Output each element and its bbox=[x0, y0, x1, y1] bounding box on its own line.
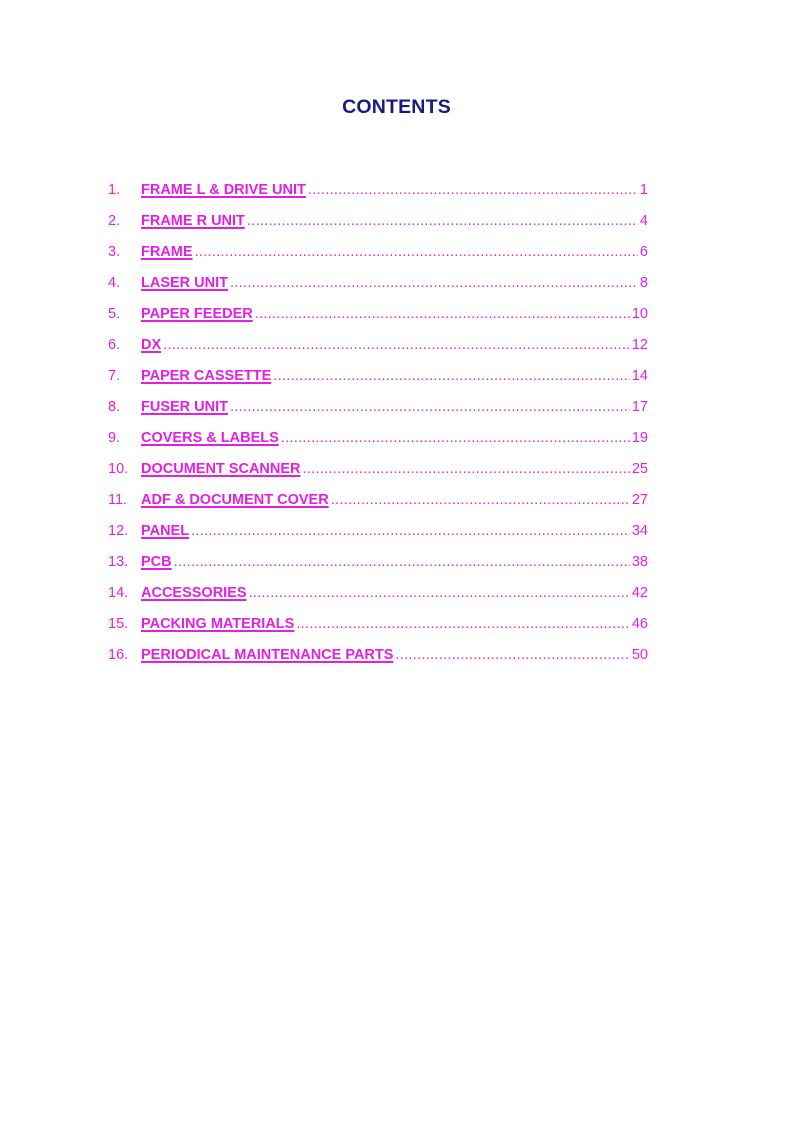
toc-entry bbox=[108, 275, 648, 306]
toc-entry-number: 4. bbox=[108, 275, 121, 291]
toc-dot-leader bbox=[195, 244, 638, 260]
toc-entry-page: 8 bbox=[639, 275, 648, 291]
toc-entry-link[interactable]: PCB bbox=[141, 554, 172, 570]
toc-dot-leader bbox=[296, 616, 630, 632]
toc-dot-leader bbox=[273, 368, 630, 384]
toc-dot-leader bbox=[247, 213, 638, 229]
toc-entry-page: 34 bbox=[631, 523, 648, 539]
toc-entry-page: 25 bbox=[631, 461, 648, 477]
toc-entry-page: 19 bbox=[631, 430, 648, 446]
toc-entry bbox=[108, 399, 648, 430]
toc-entry-page: 10 bbox=[631, 306, 648, 322]
toc-entry-link[interactable]: FRAME bbox=[141, 244, 193, 260]
toc-dot-leader bbox=[191, 523, 630, 539]
toc-entry-number: 2. bbox=[108, 213, 121, 229]
toc-entry-link[interactable]: FRAME L & DRIVE UNIT bbox=[141, 182, 306, 198]
toc-entry-number: 6. bbox=[108, 337, 121, 353]
toc-entry bbox=[108, 647, 648, 678]
toc-entry-link[interactable]: DX bbox=[141, 337, 162, 353]
toc-entry-number: 3. bbox=[108, 244, 121, 260]
toc-entry-number: 13. bbox=[108, 554, 129, 570]
toc-entry bbox=[108, 616, 648, 647]
toc-entry-page: 42 bbox=[631, 585, 648, 601]
toc-entry-page: 1 bbox=[639, 182, 648, 198]
toc-entry-page: 14 bbox=[631, 368, 648, 384]
toc-entry bbox=[108, 461, 648, 492]
toc-entry-link[interactable]: ADF & DOCUMENT COVER bbox=[141, 492, 329, 508]
page-title: CONTENTS bbox=[342, 96, 451, 118]
toc-dot-leader bbox=[230, 275, 638, 291]
toc-entry-number: 5. bbox=[108, 306, 121, 322]
toc-dot-leader bbox=[303, 461, 630, 477]
toc-entry-page: 38 bbox=[631, 554, 648, 570]
toc-entry-link[interactable]: FUSER UNIT bbox=[141, 399, 228, 415]
toc-entry-number: 15. bbox=[108, 616, 129, 632]
toc-entry-link[interactable]: ACCESSORIES bbox=[141, 585, 247, 601]
toc-entry-number: 9. bbox=[108, 430, 121, 446]
toc-entry bbox=[108, 585, 648, 616]
toc-entry-link[interactable]: DOCUMENT SCANNER bbox=[141, 461, 301, 477]
toc-entry bbox=[108, 182, 648, 213]
toc-entry-page: 12 bbox=[631, 337, 648, 353]
toc-entry-link[interactable]: PANEL bbox=[141, 523, 190, 539]
toc-dot-leader bbox=[395, 647, 629, 663]
toc-entry-number: 8. bbox=[108, 399, 121, 415]
toc-entry-page: 17 bbox=[631, 399, 648, 415]
toc-entry-link[interactable]: PAPER FEEDER bbox=[141, 306, 253, 322]
toc-entry-number: 1. bbox=[108, 182, 121, 198]
toc-entry bbox=[108, 213, 648, 244]
toc-entry-number: 10. bbox=[108, 461, 129, 477]
table-of-contents bbox=[108, 182, 648, 678]
toc-entry-link[interactable]: COVERS & LABELS bbox=[141, 430, 279, 446]
toc-entry bbox=[108, 523, 648, 554]
toc-entry-link[interactable]: PAPER CASSETTE bbox=[141, 368, 272, 384]
toc-dot-leader bbox=[249, 585, 630, 601]
toc-entry-page: 50 bbox=[631, 647, 648, 663]
toc-entry-number: 7. bbox=[108, 368, 121, 384]
toc-entry-link[interactable]: LASER UNIT bbox=[141, 275, 228, 291]
toc-entry-link[interactable]: PACKING MATERIALS bbox=[141, 616, 295, 632]
toc-dot-leader bbox=[230, 399, 630, 415]
toc-entry-page: 6 bbox=[639, 244, 648, 260]
toc-dot-leader bbox=[163, 337, 630, 353]
toc-entry bbox=[108, 337, 648, 368]
toc-entry bbox=[108, 554, 648, 585]
toc-entry-number: 16. bbox=[108, 647, 129, 663]
toc-entry bbox=[108, 306, 648, 337]
toc-entry bbox=[108, 244, 648, 275]
toc-dot-leader bbox=[281, 430, 630, 446]
toc-dot-leader bbox=[174, 554, 630, 570]
toc-entry-link[interactable]: FRAME R UNIT bbox=[141, 213, 245, 229]
toc-entry-page: 4 bbox=[639, 213, 648, 229]
toc-entry-page: 46 bbox=[631, 616, 648, 632]
toc-entry bbox=[108, 430, 648, 461]
toc-entry-number: 12. bbox=[108, 523, 129, 539]
toc-dot-leader bbox=[308, 182, 638, 198]
toc-entry-number: 11. bbox=[108, 492, 128, 508]
toc-entry-page: 27 bbox=[631, 492, 648, 508]
toc-dot-leader bbox=[255, 306, 630, 322]
toc-entry-number: 14. bbox=[108, 585, 129, 601]
toc-entry bbox=[108, 368, 648, 399]
toc-dot-leader bbox=[331, 492, 630, 508]
toc-entry bbox=[108, 492, 648, 523]
toc-entry-link[interactable]: PERIODICAL MAINTENANCE PARTS bbox=[141, 647, 394, 663]
